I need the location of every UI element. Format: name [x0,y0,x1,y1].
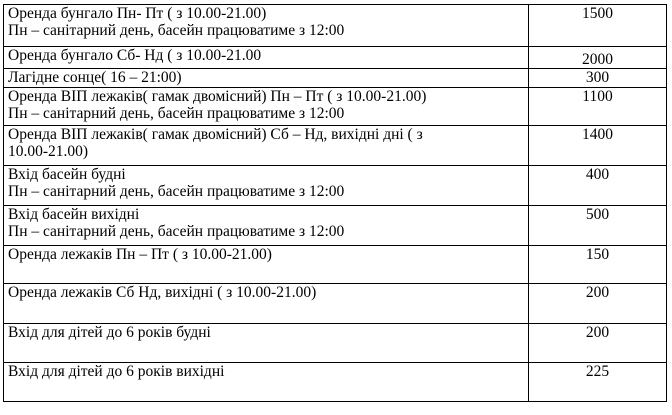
table-row [4,47,667,69]
service-description-cell [4,47,529,69]
table-row [4,166,667,206]
price-cell: 150 [529,246,667,284]
price-cell: 225 [529,363,667,402]
table-row [4,246,667,284]
price-cell: 200 [529,284,667,324]
table-row [4,324,667,363]
service-name: Оренда бунгало Сб- Нд ( з 10.00-21.00 [8,47,262,64]
price-cell: 1400 [529,126,667,166]
service-note: Пн – санітарний день, басейн працюватиме з 12:00 [8,183,345,200]
service-name: Лагідне сонце( 16 – 21:00) [8,69,182,86]
price-table-body [4,5,667,402]
service-name: Оренда лежаків Сб Нд, вихідні ( з 10.00-21.00) [8,284,317,301]
table-row [4,126,667,166]
service-name: Вхід басейн будні [8,166,126,183]
table-row [4,363,667,402]
price-cell: 1500 [529,5,667,47]
table-row [4,284,667,324]
price-cell: 500 [529,206,667,246]
price-cell: 300 [529,69,667,88]
table-row [4,88,667,126]
service-name: Оренда ВІП лежаків( гамак двомісний) Сб – Нд, вихідні дні ( з [8,126,423,143]
service-description-cell [4,324,529,363]
price-cell: 200 [529,324,667,363]
price-cell: 2000 [529,47,667,69]
table-row [4,69,667,88]
service-note: Пн – санітарний день, басейн працюватиме з 12:00 [8,105,345,122]
service-description-cell [4,166,529,206]
price-cell: 1100 [529,88,667,126]
service-name: Вхід басейн вихідні [8,206,140,223]
service-name-continued: 10.00-21.00) [8,143,89,160]
service-name: Вхід для дітей до 6 років вихідні [8,363,225,380]
service-note: Пн – санітарний день, басейн працюватиме з 12:00 [8,22,345,39]
service-name: Вхід для дітей до 6 років будні [8,324,211,341]
price-cell: 400 [529,166,667,206]
service-description-cell [4,206,529,246]
price-table [3,4,667,402]
service-description-cell [4,363,529,402]
service-name: Оренда лежаків Пн – Пт ( з 10.00-21.00) [8,246,272,263]
service-name: Оренда бунгало Пн- Пт ( з 10.00-21.00) [8,5,267,22]
service-description-cell [4,284,529,324]
service-name: Оренда ВІП лежаків( гамак двомісний) Пн – Пт ( з 10.00-21.00) [8,88,427,105]
service-description-cell [4,246,529,284]
service-description-cell [4,126,529,166]
table-row [4,5,667,47]
service-description-cell [4,69,529,88]
service-description-cell [4,88,529,126]
table-row [4,206,667,246]
service-note: Пн – санітарний день, басейн працюватиме з 12:00 [8,223,345,240]
service-description-cell [4,5,529,47]
